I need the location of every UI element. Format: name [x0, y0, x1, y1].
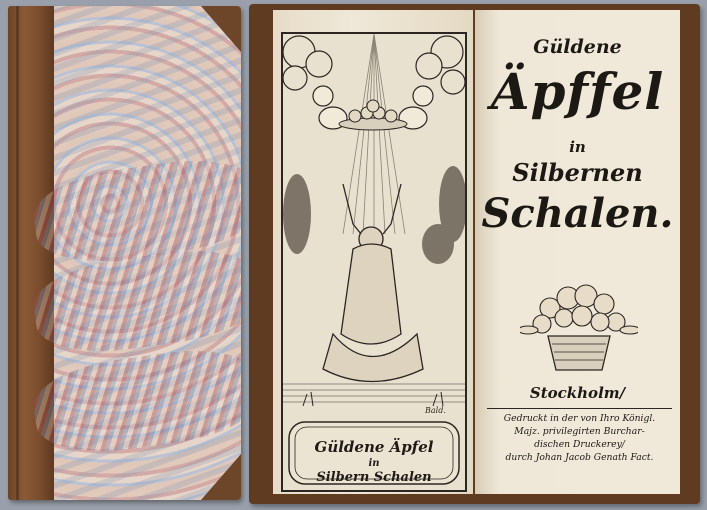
flower-basket-ornament [520, 278, 638, 376]
title-line-schalen: Schalen. [481, 190, 674, 237]
imprint-line-1: Gedruckt in der von Ihro Königl. [503, 413, 656, 424]
open-book [249, 4, 700, 504]
woodcut-drawing [283, 34, 465, 490]
marbled-cover [54, 6, 241, 500]
place-of-printing: Stockholm/ [529, 384, 626, 402]
frontispiece-page [273, 10, 473, 494]
engraver-signature: Bald. [425, 406, 446, 415]
title-line-silbernen: Silbernen [512, 158, 643, 187]
marble-band [29, 341, 241, 462]
cartouche-title: Güldene Äpfel [314, 438, 434, 456]
imprint-line-3: dischen Druckerey/ [534, 439, 625, 450]
imprint-line-4: durch Johan Jacob Genath Fact. [505, 452, 654, 463]
title-page [475, 10, 680, 494]
cartouche-subtitle: Silbern Schalen [316, 470, 432, 485]
title-line-guldene: Güldene [533, 36, 622, 58]
imprint-line-2: Majz. privilegirten Burchar- [514, 426, 645, 437]
title-line-apffel: Äpffel [490, 62, 665, 121]
marble-band [29, 241, 241, 362]
imprint-rule [487, 408, 672, 409]
title-line-in: in [569, 138, 586, 156]
woodcut-illustration [281, 32, 467, 492]
closed-book [8, 6, 241, 500]
cartouche-in: in [368, 458, 380, 469]
